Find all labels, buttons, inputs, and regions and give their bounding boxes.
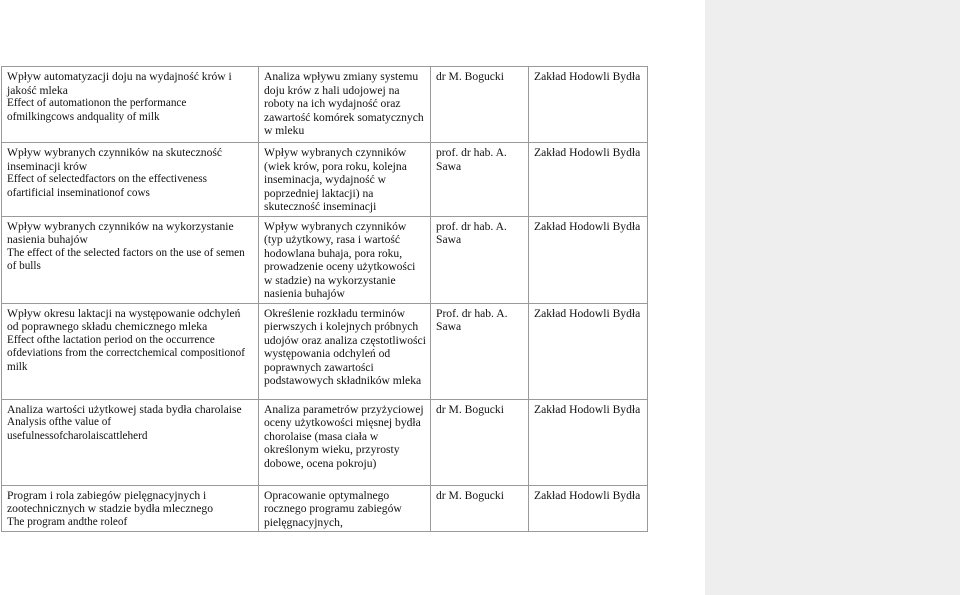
scope-cell: Opracowanie optymalnego rocznego programu zabiegów pielęgnacyjnych, bbox=[259, 485, 431, 532]
department-cell: Zakład Hodowli Bydła bbox=[529, 216, 648, 303]
topic-title-cell bbox=[2, 399, 259, 485]
scope-cell: Wpływ wybranych czynników (typ użytkowy, rasa i wartość hodowlana buhaja, pora roku, prowadzenie oceny użytkowości w stadzie) na wykorzystanie nasienia buhajów bbox=[259, 216, 431, 303]
title-english: Effect of automationon the performance ofmilkingcows andquality of milk bbox=[7, 97, 187, 123]
table-row bbox=[2, 216, 648, 303]
topic-title-cell bbox=[2, 67, 259, 143]
title-english: Effect ofthe lactation period on the occurrence ofdeviations from the correctchemical compositionof milk bbox=[7, 333, 245, 373]
title-polish: Analiza wartości użytkowej stada bydła charolaise bbox=[7, 402, 242, 416]
table-row bbox=[2, 303, 648, 399]
scope-cell: Analiza wpływu zmiany systemu doju krów z hali udojowej na roboty na ich wydajność oraz zawartość komórek somatycznych w mleku bbox=[259, 67, 431, 143]
title-polish: Wpływ automatyzacji doju na wydajność krów i jakość mleka bbox=[7, 70, 232, 97]
title-polish: Wpływ wybranych czynników na wykorzystanie nasienia buhajów bbox=[7, 219, 234, 246]
title-english: Analysis ofthe value of usefulnessofcharolaiscattleherd bbox=[7, 416, 148, 442]
department-cell: Zakład Hodowli Bydła bbox=[529, 303, 648, 399]
table-row bbox=[2, 143, 648, 217]
supervisor-cell: dr M. Bogucki bbox=[431, 67, 529, 143]
title-english: Effect of selectedfactors on the effectiveness ofartificial inseminationof cows bbox=[7, 173, 207, 199]
table-row bbox=[2, 485, 648, 532]
table-row bbox=[2, 399, 648, 485]
thesis-topics-table bbox=[1, 66, 648, 532]
title-polish: Program i rola zabiegów pielęgnacyjnych i zootechnicznych w stadzie bydła mlecznego bbox=[7, 488, 214, 515]
gray-side-panel bbox=[705, 0, 960, 595]
topic-title-cell bbox=[2, 143, 259, 217]
title-english: The effect of the selected factors on the use of semen of bulls bbox=[7, 246, 245, 272]
title-english: The program andthe roleof bbox=[7, 515, 128, 528]
supervisor-cell: dr M. Bogucki bbox=[431, 399, 529, 485]
supervisor-cell: prof. dr hab. A. Sawa bbox=[431, 216, 529, 303]
scope-cell: Wpływ wybranych czynników (wiek krów, pora roku, kolejna inseminacja, wydajność w poprzedniej laktacji) na skuteczność inseminacji bbox=[259, 143, 431, 217]
table-row bbox=[2, 67, 648, 143]
supervisor-cell: dr M. Bogucki bbox=[431, 485, 529, 532]
title-polish: Wpływ wybranych czynników na skuteczność inseminacji krów bbox=[7, 146, 223, 173]
title-polish: Wpływ okresu laktacji na występowanie odchyleń od poprawnego składu chemicznego mleka bbox=[7, 306, 241, 333]
department-cell: Zakład Hodowli Bydła bbox=[529, 485, 648, 532]
topic-title-cell bbox=[2, 216, 259, 303]
scope-cell: Analiza parametrów przyżyciowej oceny użytkowości mięsnej bydła chorolaise (masa ciała w określonym wieku, przyrosty dobowe, ocena pokroju) bbox=[259, 399, 431, 485]
scope-cell: Określenie rozkładu terminów pierwszych i kolejnych próbnych udojów oraz analiza częstotliwości występowania odchyleń od poprawnych zawartości podstawowych składników mleka bbox=[259, 303, 431, 399]
topic-title-cell bbox=[2, 303, 259, 399]
topic-title-cell bbox=[2, 485, 259, 532]
supervisor-cell: Prof. dr hab. A. Sawa bbox=[431, 303, 529, 399]
department-cell: Zakład Hodowli Bydła bbox=[529, 67, 648, 143]
department-cell: Zakład Hodowli Bydła bbox=[529, 143, 648, 217]
department-cell: Zakład Hodowli Bydła bbox=[529, 399, 648, 485]
supervisor-cell: prof. dr hab. A. Sawa bbox=[431, 143, 529, 217]
